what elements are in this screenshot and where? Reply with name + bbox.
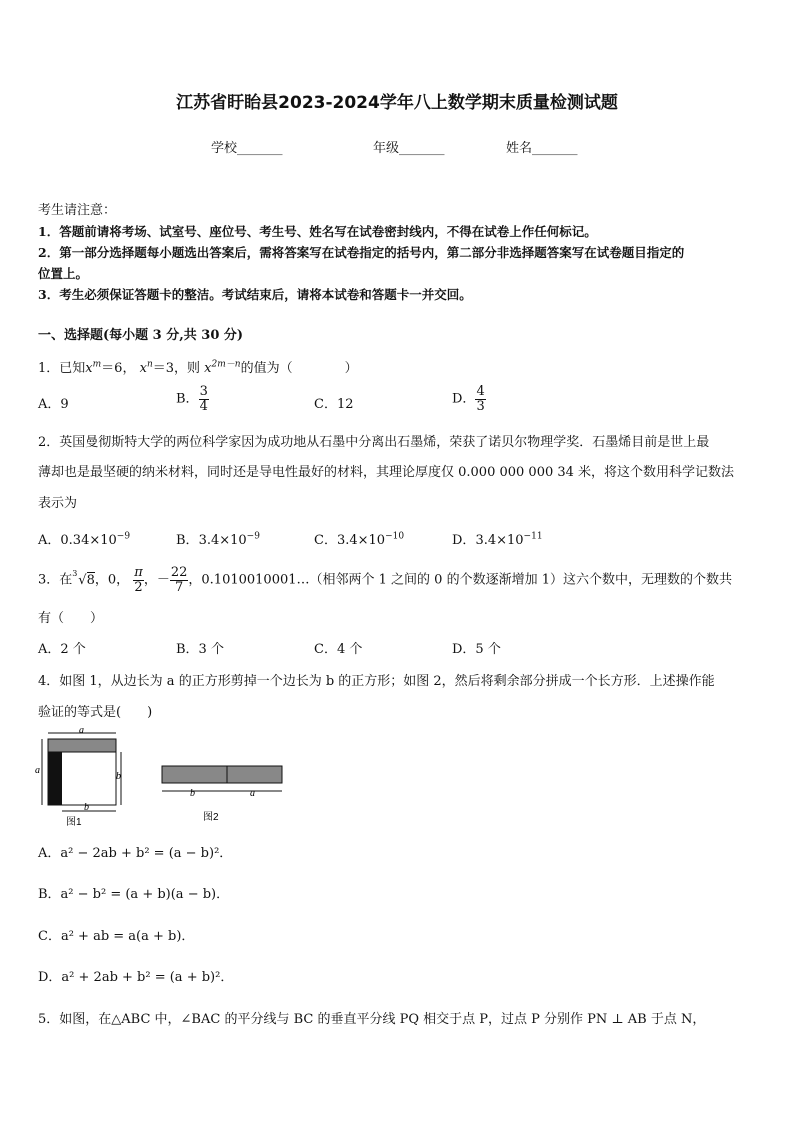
q1-prefix: 1．已知	[38, 361, 86, 376]
figure-1	[35, 727, 121, 828]
q3-pi-fraction	[133, 566, 144, 595]
q3-prefix: 3．在	[38, 572, 73, 588]
grade-field: 年级_______	[373, 141, 445, 156]
q3-sep: ，－	[143, 572, 170, 588]
notice-item-3: 3．考生必须保证答题卡的整洁。考试结束后，请将本试卷和答题卡一并交回。	[38, 287, 472, 302]
q1-option-b	[176, 385, 209, 414]
q2-option-a-base: 0.34×10	[60, 533, 117, 548]
figure-2	[162, 766, 282, 823]
q2-option-c	[314, 532, 404, 550]
q3-frac-num: 22	[170, 565, 188, 580]
q3-line-2: 有（ ）	[38, 611, 104, 626]
q2-line-2: 薄却也是最坚硬的纳米材料，同时还是导电性最好的材料，其理论厚度仅 0.000 000 000 34 米，将这个数用科学记数法	[38, 465, 735, 480]
q4-option-a: A．a² − 2ab + b² = (a − b)²．	[38, 846, 233, 861]
q2-option-d-label: D．	[452, 533, 476, 548]
fig1-label-a-left: a	[35, 765, 40, 776]
q2-option-d	[452, 532, 543, 550]
q2-option-d-base: 3.4×10	[475, 533, 524, 548]
q4-option-d: D．a² + 2ab + b² = (a + b)²．	[38, 970, 234, 985]
fig1-label-b-bottom: b	[84, 802, 89, 813]
fig2-label-a: a	[250, 788, 255, 799]
q3-pi-den: 2	[134, 580, 143, 595]
fig2-right-rect	[227, 766, 282, 783]
q4-option-b: B．a² − b² = (a + b)(a − b)．	[38, 887, 230, 902]
q2-option-c-base: 3.4×10	[336, 533, 386, 548]
page-title: 江苏省盱眙县2023-2024学年八上数学期末质量检测试题	[176, 93, 618, 113]
fig1-label-b-right: b	[116, 771, 121, 782]
q1-cond1-exp: m	[92, 359, 102, 370]
section-heading: 一、选择题(每小题 3 分,共 30 分)	[38, 328, 244, 343]
q1-suffix: 的值为（ ）	[240, 361, 358, 376]
fig1-top-strip	[48, 739, 116, 752]
q2-option-b-base: 3.4×10	[198, 533, 247, 548]
fig2-caption: 图2	[203, 812, 219, 823]
q2-option-b-label: B．	[176, 533, 199, 548]
notice-heading: 考生请注意：	[38, 203, 117, 218]
q1-target-exp: 2m－n	[211, 359, 241, 370]
q1-cond2-base: x	[139, 361, 147, 376]
q3-frac	[170, 566, 189, 595]
q5-line-1: 5．如图，在△ABC 中，∠BAC 的平分线与 BC 的垂直平分线 PQ 相交于点 P，过点 P 分别作 PN ⊥ AB 于点 N，	[38, 1012, 706, 1027]
q1-option-a: A．9	[38, 397, 69, 412]
q4-option-c: C．a² + ab = a(a + b)．	[38, 929, 195, 944]
q1-target-base: x	[204, 361, 212, 376]
notice-item-1: 1．答题前请将考场、试室号、座位号、考生号、姓名写在试卷密封线内，不得在试卷上作任何标记。	[38, 224, 597, 239]
q3-frac-den: 7	[174, 580, 184, 595]
q1-option-c: C．12	[314, 397, 354, 412]
q1-option-b-label: B．	[176, 391, 199, 407]
q1-option-d-num: 4	[476, 384, 485, 399]
q3-option-a: A．2 个	[38, 642, 86, 657]
radical-icon: √	[78, 572, 87, 588]
q3-pi-num: π	[134, 565, 143, 580]
q1-cond1-base: x	[85, 361, 93, 376]
q3-line-1	[38, 566, 732, 595]
q2-option-a	[38, 532, 130, 550]
q2-option-b	[176, 532, 260, 550]
q1-option-d	[452, 385, 486, 414]
fig1-left-strip	[48, 752, 62, 805]
school-field: 学校_______	[211, 141, 283, 156]
q1-cond1-rest: ＝6，	[101, 361, 136, 376]
notice-item-2-cont: 位置上。	[38, 266, 89, 281]
fig1-caption: 图1	[66, 817, 82, 828]
q2-option-c-label: C．	[314, 533, 337, 548]
q3-root-radicand: 8	[86, 572, 95, 588]
question-1	[38, 360, 358, 378]
name-field: 姓名_______	[506, 141, 578, 156]
q3-option-b: B．3 个	[176, 642, 224, 657]
fig1-label-a-top: a	[79, 727, 84, 736]
q2-option-c-exp: −10	[385, 531, 405, 542]
q1-option-d-den: 3	[476, 399, 485, 414]
q1-cond2-exp: n	[146, 359, 153, 370]
q4-line-1: 4．如图 1，从边长为 a 的正方形剪掉一个边长为 b 的正方形；如图 2，然后将剩余部分拼成一个长方形．上述操作能	[38, 674, 715, 689]
q4-line-2: 验证的等式是( )	[38, 705, 153, 720]
q3-option-d: D．5 个	[452, 642, 501, 657]
q3-after-root: ，0，	[94, 572, 130, 588]
q1-option-b-den: 4	[199, 399, 208, 414]
q4-figures	[32, 727, 302, 833]
q1-option-b-num: 3	[199, 384, 208, 399]
q2-option-d-exp: −11	[523, 531, 543, 542]
fig2-label-b: b	[190, 788, 195, 799]
q2-option-a-label: A．	[38, 533, 61, 548]
q2-option-b-exp: −9	[246, 531, 260, 542]
q2-line-1: 2．英国曼彻斯特大学的两位科学家因为成功地从石墨中分离出石墨烯，荣获了诺贝尔物理学奖．石墨烯目前是世上最	[38, 435, 710, 450]
q2-line-3: 表示为	[38, 496, 78, 511]
q1-option-d-label: D．	[452, 391, 476, 407]
q3-rest: ，0.1010010001…（相邻两个 1 之间的 0 的个数逐渐增加 1）这六个数中，无理数的个数共	[188, 572, 732, 588]
fig2-left-rect	[162, 766, 227, 783]
q2-option-a-exp: −9	[116, 531, 131, 542]
q1-cond2-rest: ＝3，则	[152, 361, 201, 376]
q3-cube-root: 3 √8	[72, 568, 95, 588]
q3-option-c: C．4 个	[314, 642, 363, 657]
notice-item-2: 2．第一部分选择题每小题选出答案后，需将答案写在试卷指定的括号内，第二部分非选择题答案写在试卷题目指定的	[38, 245, 685, 260]
